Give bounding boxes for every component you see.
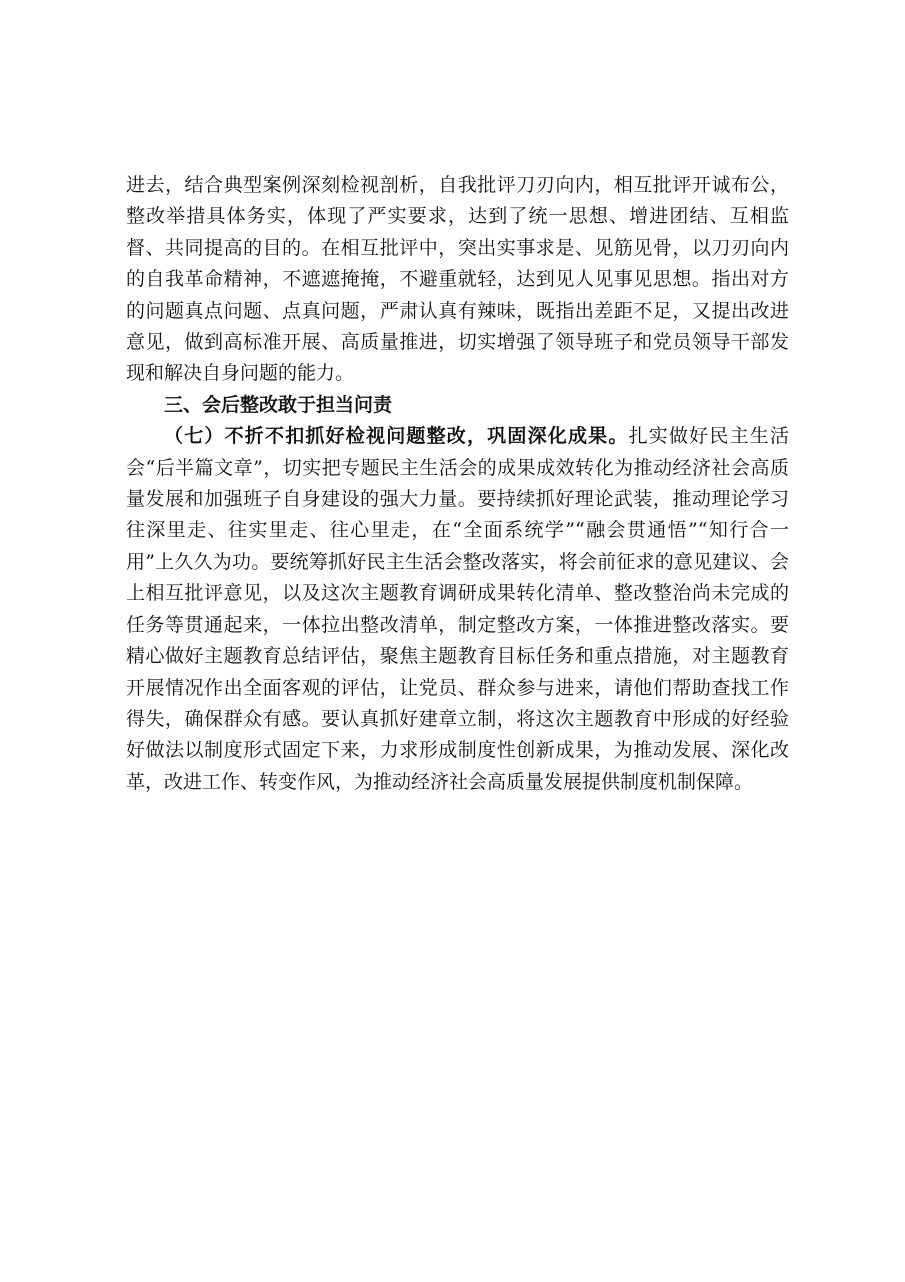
item-seven-body: 扎实做好民主生活会“后半篇文章”，切实把专题民主生活会的成果成效转化为推动经济社会高质量发展和加强班子自身建设的强大力量。要持续抓好理论武装，推动理论学习往深里走、往实里走、往心里走，在“全面系统学”“融会贯通悟”“知行合一用”上久久为功。要统筹抓好民主生活会整改落实，将会前征求的意见建议、会上相互批评意见，以及这次主题教育调研成果转化清单、整改整治尚未完成的任务等贯通起来，一体拉出整改清单，制定整改方案，一体推进整改落实。要精心做好主题教育总结评估，聚焦主题教育目标任务和重点措施，对主题教育开展情况作出全面客观的评估，让党员、群众参与进来，请他们帮助查找工作得失，确保群众有感。要认真抓好建章立制，将这次主题教育中形成的好经验好做法以制度形式固定下来，力求形成制度性创新成果，为推动发展、深化改革，改进工作、转变作风，为推动经济社会高质量发展提供制度机制保障。 bbox=[126, 425, 789, 793]
item-seven-paragraph bbox=[126, 421, 789, 798]
section-heading: 三、会后整改敢于担当问责 bbox=[164, 393, 393, 416]
item-seven-lead: （七）不折不扣抓好检视问题整改，巩固深化成果。 bbox=[164, 425, 629, 448]
continued-paragraph: 进去，结合典型案例深刻检视剖析，自我批评刀刃向内，相互批评开诚布公，整改举措具体务实，体现了严实要求，达到了统一思想、增进团结、互相监督、共同提高的目的。在相互批评中，突出实事求是、见筋见骨，以刀刃向内的自我革命精神，不遮遮掩掩，不避重就轻，达到见人见事见思想。指出对方的问题真点问题、点真问题，严肃认真有辣味，既指出差距不足，又提出改进意见，做到高标准开展、高质量推进，切实增强了领导班子和党员领导干部发现和解决自身问题的能力。 bbox=[126, 174, 789, 385]
document-body bbox=[126, 170, 789, 798]
